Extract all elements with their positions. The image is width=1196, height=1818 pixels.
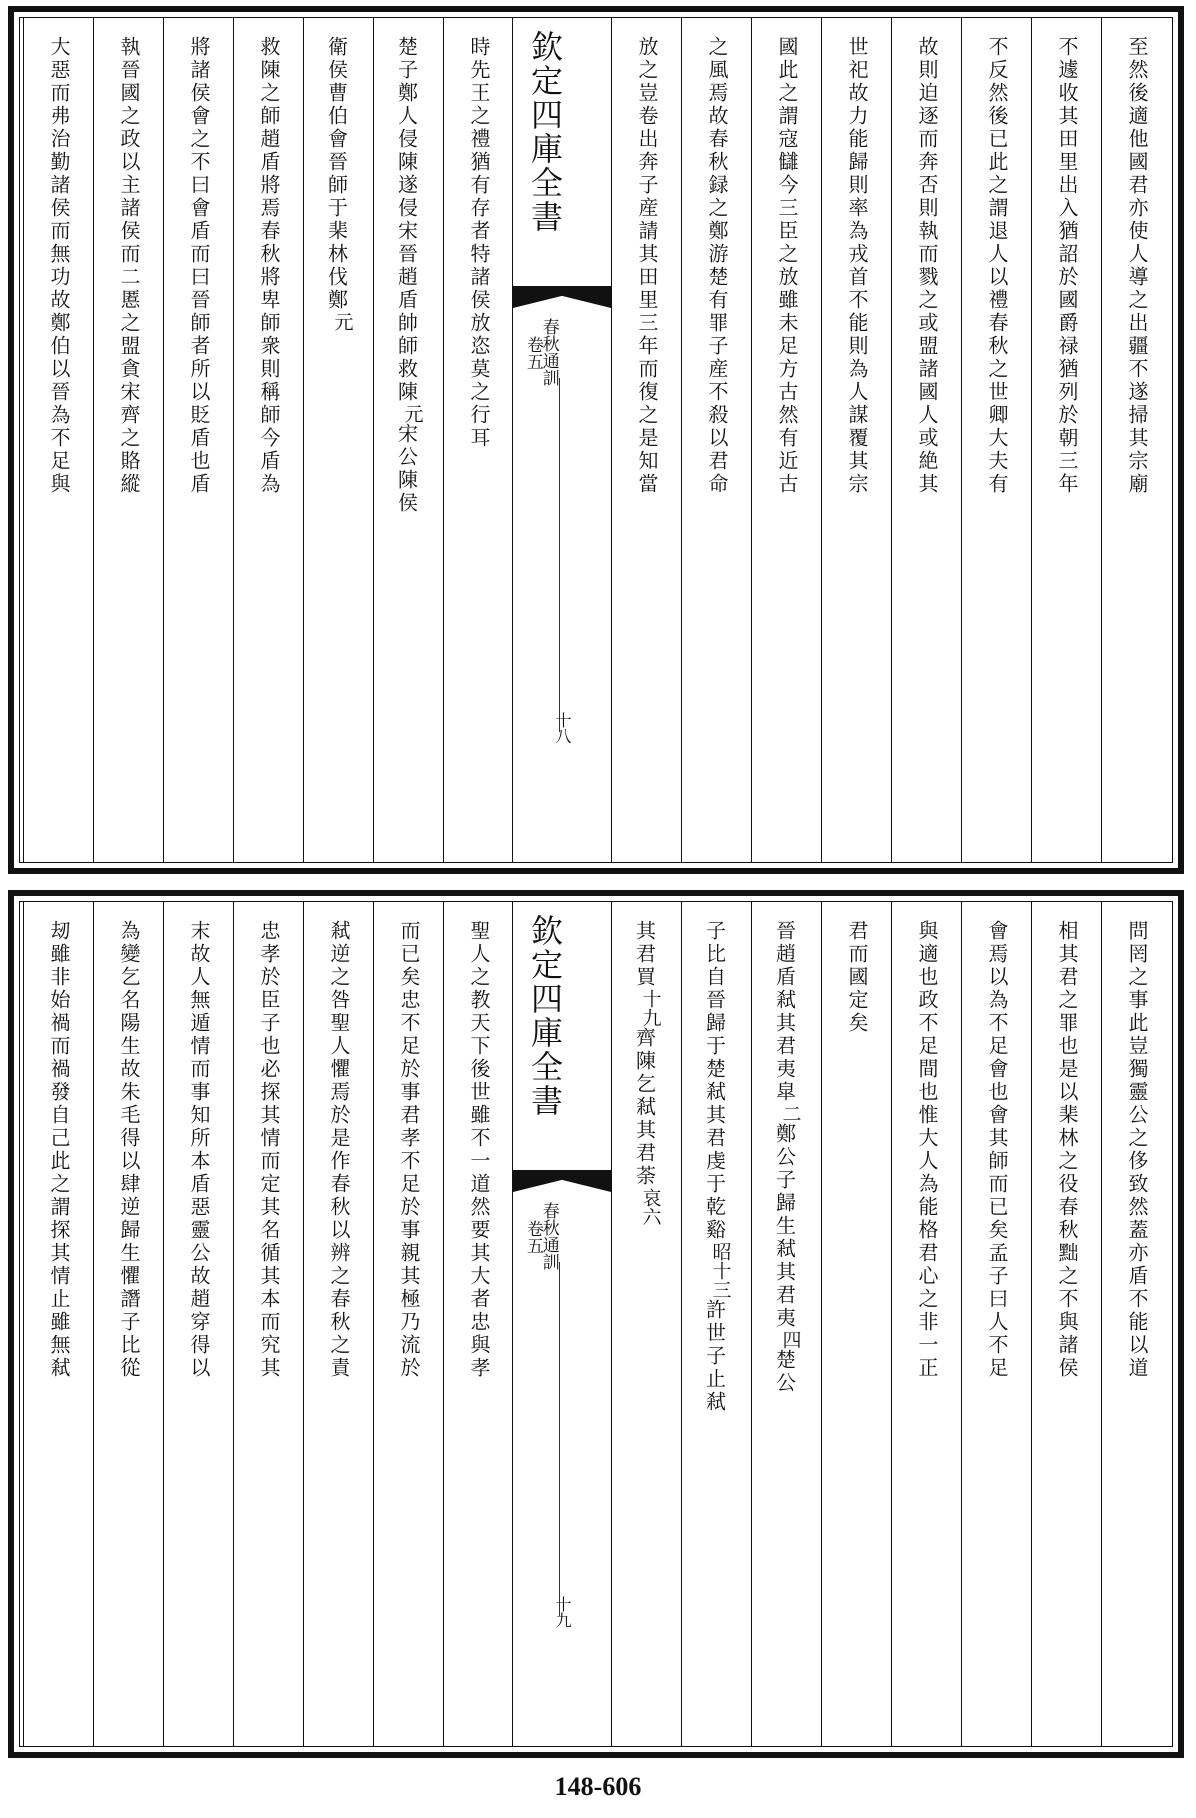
text-column (1101, 18, 1172, 862)
annotation: 元 (401, 404, 424, 423)
column-text: 不反然後已此之謂退人以禮春秋之世卿大夫有 (985, 36, 1009, 496)
column-text-main: 子比自晉歸于楚弒其君虔于乾谿 (702, 920, 727, 1242)
text-column (93, 18, 164, 862)
text-column (373, 18, 444, 862)
column-text: 救陳之師趙盾將焉春秋將卑師衆則稱師今盾為 (257, 36, 281, 496)
text-column (443, 902, 514, 1746)
text-column (23, 902, 94, 1746)
text-column (23, 18, 94, 862)
column-text: 與適也政不足間也惟大人為能格君心之非一正 (915, 920, 939, 1380)
column-text: 故則迫逐而奔否則執而戮之或盟諸國人或絶其 (915, 36, 939, 496)
column-text (394, 18, 424, 862)
text-column (93, 902, 164, 1746)
column-text-tail: 鄭公子歸生弒其君夷 (772, 1123, 797, 1330)
annotation: 元 (331, 312, 354, 331)
column-text (632, 902, 662, 1746)
text-column (443, 18, 514, 862)
text-column (612, 902, 682, 1746)
center-book-title: 春秋通訓 (538, 1202, 559, 1270)
text-column (891, 902, 962, 1746)
bottom-page-frame (19, 901, 1173, 1747)
center-strip (512, 902, 612, 1746)
column-text: 問罔之事此豈獨靈公之侈致然蓋亦盾不能以道 (1125, 920, 1149, 1380)
column-text: 忠孝於臣子也必探其情而定其名循其本而究其 (257, 920, 281, 1380)
text-column (1031, 902, 1102, 1746)
column-text: 聖人之教天下後世雖不一道然要其大者忠與孝 (467, 920, 491, 1380)
column-text-tail: 許世子止弒 (702, 1299, 727, 1414)
column-text: 大惡而弗治勤諸侯而無功故鄭伯以晉為不足與 (47, 36, 71, 496)
column-text: 世祀故力能歸則率為戎首不能則為人謀覆其宗 (845, 36, 869, 496)
column-text-main: 其君買 (632, 920, 657, 989)
text-column (961, 902, 1032, 1746)
text-column (681, 18, 752, 862)
column-text: 至然後適他國君亦使人導之出疆不遂掃其宗廟 (1125, 36, 1149, 496)
column-text: 君而國定矣 (845, 920, 869, 1035)
text-column (163, 902, 234, 1746)
text-column-edge (17, 18, 24, 862)
center-title: 欽定四庫全書 (526, 914, 564, 1118)
column-text: 執晉國之政以主諸侯而二慝之盟貪宋齊之賂縱 (117, 36, 141, 496)
text-column-edge (17, 902, 24, 1746)
center-volume: 卷五 (523, 336, 543, 370)
column-text: 弒逆之咎聖人懼焉於是作春秋以辨之春秋之責 (327, 920, 351, 1380)
center-strip (512, 18, 612, 862)
column-text: 為變乞名陽生故朱毛得以肆逆歸生懼譖子比從 (117, 920, 141, 1380)
text-column (751, 18, 822, 862)
text-column (751, 902, 822, 1746)
center-page-number: 十九 (553, 1596, 572, 1628)
text-column (303, 902, 374, 1746)
bottom-page (8, 890, 1184, 1758)
column-text-tail: 宋公陳侯 (394, 423, 419, 515)
column-text (702, 902, 732, 1746)
column-text-tail: 楚公 (772, 1349, 797, 1395)
text-column (1101, 902, 1172, 1746)
text-column (961, 18, 1032, 862)
annotation: 十九 (639, 989, 662, 1027)
column-text-tail: 齊陳乞弒其君荼 (632, 1027, 657, 1188)
center-rule (559, 378, 560, 732)
annotation: 四 (779, 1330, 802, 1349)
center-volume: 卷五 (523, 1220, 543, 1254)
text-column (1031, 18, 1102, 862)
column-text: 國此之謂寇讎今三臣之放雖未足方古然有近古 (775, 36, 799, 496)
text-column (163, 18, 234, 862)
text-column (821, 902, 892, 1746)
annotation: 二 (779, 1104, 802, 1123)
text-column (891, 18, 962, 862)
page-footer-number: 148-606 (554, 1772, 642, 1801)
column-text: 之風焉故春秋録之鄭游楚有罪子産不殺以君命 (705, 36, 729, 496)
column-text (324, 18, 354, 862)
annotation: 哀六 (639, 1188, 662, 1226)
text-column (303, 18, 374, 862)
column-text-main: 衛侯曹伯會晉師于棐林伐鄭 (324, 36, 349, 312)
fish-tail-mark (513, 1170, 611, 1192)
text-column (681, 902, 752, 1746)
column-text: 放之豈卷出奔子産請其田里三年而復之是知當 (635, 36, 659, 496)
text-column (821, 18, 892, 862)
center-page-number: 十八 (553, 712, 572, 744)
column-text: 末故人無遁情而事知所本盾惡靈公故趙穿得以 (187, 920, 211, 1380)
column-text: 而已矣忠不足於事君孝不足於事親其極乃流於 (397, 920, 421, 1380)
column-text-main: 楚子鄭人侵陳遂侵宋晉趙盾帥師救陳 (394, 36, 419, 404)
center-book-title: 春秋通訓 (538, 318, 559, 386)
column-text: 將諸侯會之不曰會盾而曰晉師者所以貶盾也盾 (187, 36, 211, 496)
column-text (772, 902, 802, 1746)
column-text: 會焉以為不足會也會其師而已矣孟子曰人不足 (985, 920, 1009, 1380)
fish-tail-mark (513, 286, 611, 308)
column-text: 相其君之罪也是以棐林之役春秋黜之不與諸侯 (1055, 920, 1079, 1380)
center-rule (559, 1262, 560, 1616)
center-title: 欽定四庫全書 (526, 30, 564, 234)
text-column (233, 902, 304, 1746)
top-page (8, 6, 1184, 874)
annotation: 昭十三 (709, 1242, 732, 1299)
text-column (373, 902, 444, 1746)
top-page-frame (19, 17, 1173, 863)
text-column (233, 18, 304, 862)
text-column (612, 18, 682, 862)
column-text-main: 晉趙盾弒其君夷皐 (772, 920, 797, 1104)
column-text: 時先王之禮猶有存者特諸侯放恣莫之行耳 (467, 36, 491, 450)
column-text: 不遽收其田里出入猶詔於國爵禄猶列於朝三年 (1055, 36, 1079, 496)
column-text: 刼雖非始禍而禍發自己此之謂探其情止雖無弒 (47, 920, 71, 1380)
